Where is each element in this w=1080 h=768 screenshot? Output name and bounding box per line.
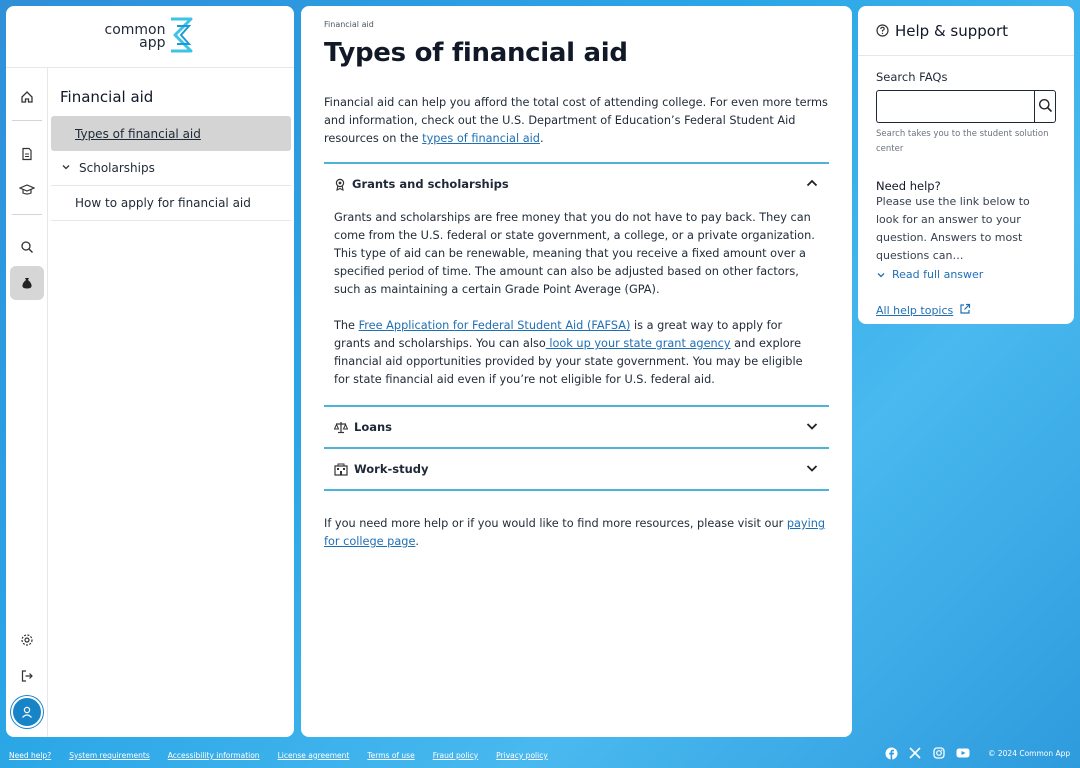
search-hint: Search takes you to the student solution center — [876, 129, 1049, 154]
outro-text: If you need more help or if you would like to find more resources, please visit our — [324, 517, 787, 530]
search-faqs-row — [876, 90, 1056, 123]
accordion-title-loans: Loans — [354, 420, 393, 434]
state-grant-agency-link[interactable]: look up your state grant agency — [545, 337, 731, 350]
help-header — [858, 6, 1074, 56]
logout-icon[interactable] — [10, 659, 44, 693]
accordion-header-grants[interactable] — [324, 164, 829, 204]
accordion-item-work-study — [324, 447, 829, 491]
footer — [0, 742, 1080, 768]
award-icon — [334, 178, 346, 191]
logo-text — [104, 21, 166, 51]
document-icon[interactable] — [10, 137, 44, 171]
chevron-down-icon[interactable] — [805, 461, 819, 478]
accordion-title-grants: Grants and scholarships — [352, 177, 509, 191]
text: and explore financial aid opportunities provided by your state government. You may be eligible for state financial aid even if you’re not eligible for U.S. federal aid. — [334, 337, 803, 386]
intro-text: Financial aid can help you afford the total cost of attending college. For even more terms and information, check out the U.S. Department of Education’s Federal Student Aid resources on the — [324, 96, 828, 145]
help-panel — [858, 6, 1074, 324]
read-full-answer-button[interactable] — [876, 268, 1056, 281]
scales-icon — [334, 421, 348, 434]
footer-link-need-help[interactable]: Need help? — [9, 750, 52, 760]
icon-rail — [6, 68, 48, 737]
nav-item-label: Scholarships — [79, 161, 155, 175]
types-of-financial-aid-link[interactable]: types of financial aid — [422, 132, 540, 145]
paying-for-college-link[interactable]: paying for college page — [324, 517, 826, 548]
help-title: Help & support — [895, 21, 1009, 40]
logo-line2: app — [139, 34, 166, 51]
chevron-down-icon[interactable] — [805, 419, 819, 436]
search-faqs-input[interactable] — [876, 90, 1034, 123]
money-bag-icon[interactable] — [10, 266, 44, 300]
footer-link-accessibility[interactable]: Accessibility information — [167, 750, 260, 760]
logo-mark-icon — [167, 17, 195, 57]
search-button[interactable] — [1034, 90, 1056, 123]
gear-icon[interactable] — [10, 623, 44, 657]
accordion — [324, 162, 829, 491]
facebook-icon[interactable] — [884, 746, 898, 760]
question-circle-icon — [876, 24, 889, 37]
graduation-cap-icon[interactable] — [10, 173, 44, 207]
footer-link-fraud[interactable]: Fraud policy — [432, 750, 479, 760]
nav-item-how-to-apply[interactable]: How to apply for financial aid — [51, 186, 291, 221]
instagram-icon[interactable] — [932, 746, 946, 760]
copyright: © 2024 Common App — [988, 749, 1071, 758]
left-panel — [6, 6, 294, 737]
grants-paragraph-2 — [334, 317, 819, 389]
outro-end: . — [415, 535, 419, 548]
x-icon[interactable] — [908, 746, 922, 760]
chevron-down-icon — [876, 270, 886, 280]
outro-paragraph — [324, 515, 829, 551]
text: is a great way to apply for grants and scholarships. You can also — [334, 319, 783, 350]
building-icon — [334, 463, 348, 476]
text: The — [334, 319, 359, 332]
accordion-header-loans[interactable] — [324, 407, 829, 447]
search-icon — [1038, 98, 1053, 116]
section-nav — [48, 68, 294, 221]
external-link-icon — [959, 303, 971, 318]
intro-paragraph — [324, 94, 829, 148]
accordion-item-grants — [324, 164, 829, 405]
accordion-body-grants — [324, 204, 829, 405]
help-body — [858, 56, 1074, 324]
footer-link-system-requirements[interactable]: System requirements — [69, 750, 150, 760]
rail-divider — [12, 120, 42, 121]
logo-line1: common — [104, 21, 166, 38]
intro-end: . — [539, 132, 544, 145]
youtube-icon[interactable] — [956, 746, 970, 760]
all-help-topics-link[interactable]: All help topics — [876, 304, 954, 317]
nav-title: Financial aid — [60, 88, 154, 106]
chevron-up-icon[interactable] — [805, 176, 819, 193]
read-full-answer-label: Read full answer — [892, 268, 984, 281]
footer-link-privacy[interactable]: Privacy policy — [496, 750, 548, 760]
home-icon[interactable] — [10, 80, 44, 114]
need-help-heading: Need help? — [876, 179, 941, 193]
chevron-down-icon — [61, 161, 71, 175]
rail-divider — [12, 214, 42, 215]
user-icon[interactable] — [11, 696, 43, 728]
footer-link-license[interactable]: License agreement — [277, 750, 350, 760]
search-faqs-label: Search FAQs — [876, 70, 948, 84]
main-content — [301, 6, 852, 737]
page-title: Types of financial aid — [324, 38, 628, 68]
footer-link-terms[interactable]: Terms of use — [367, 750, 415, 760]
accordion-title-work-study: Work-study — [354, 462, 429, 476]
search-icon[interactable] — [10, 230, 44, 264]
nav-item-types-of-financial-aid[interactable]: Types of financial aid — [51, 116, 291, 151]
social-links — [884, 746, 970, 760]
grants-paragraph-1: Grants and scholarships are free money that you do not have to pay back. They can come from the U.S. federal or state government, a college, or a private organization. This type of aid can be renewable, meaning that you receive a fixed amount over a specified period of time. The amount can also be adjusted based on other factors, such as maintaining a certain Grade Point Average (GPA). — [334, 211, 815, 296]
accordion-header-work-study[interactable] — [324, 449, 829, 489]
breadcrumb[interactable]: Financial aid — [324, 20, 374, 29]
nav-item-scholarships[interactable] — [51, 151, 291, 186]
logo[interactable] — [6, 6, 294, 68]
fafsa-link[interactable]: Free Application for Federal Student Aid (FAFSA) — [358, 319, 631, 332]
need-help-text: Please use the link below to look for an answer to your question. Answers to most questions can… — [876, 195, 1030, 262]
accordion-item-loans — [324, 405, 829, 447]
all-help-topics — [876, 303, 1056, 318]
